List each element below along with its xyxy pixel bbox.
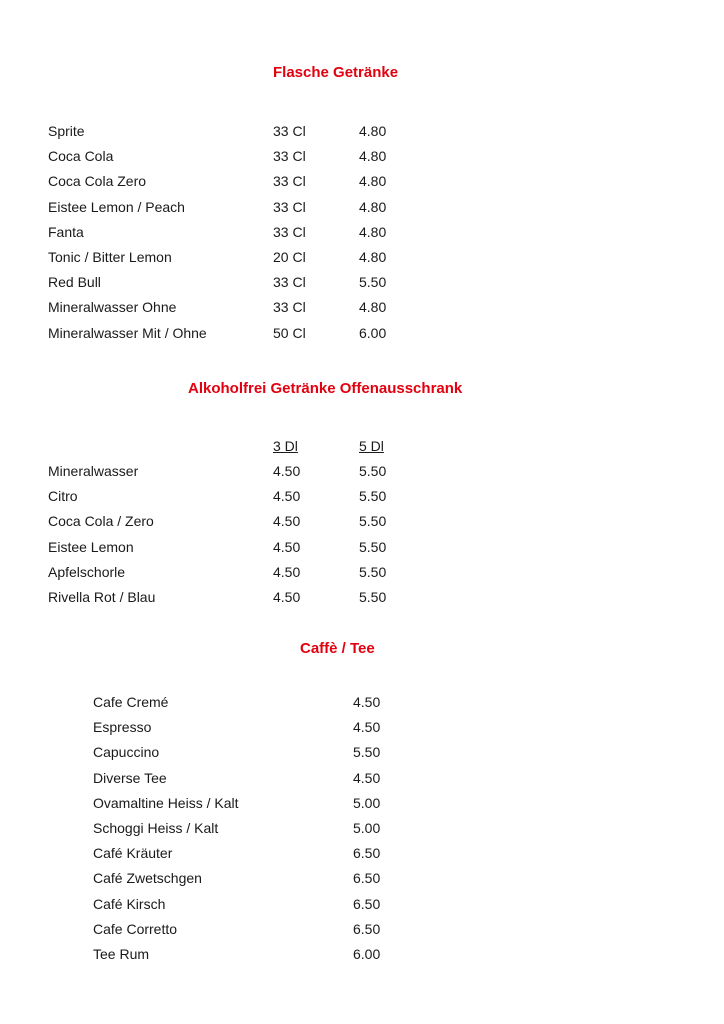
item-size: 33 Cl bbox=[273, 299, 306, 316]
item-size: 33 Cl bbox=[273, 173, 306, 190]
item-price-3dl: 4.50 bbox=[273, 589, 301, 605]
item-price: 4.80 bbox=[359, 148, 387, 165]
item-price: 4.80 bbox=[359, 123, 387, 139]
item-price-5dl: 5.50 bbox=[359, 563, 387, 580]
item-name: Mineralwasser Mit / Ohne bbox=[48, 324, 207, 341]
item-price: 5.00 bbox=[353, 820, 381, 836]
item-price-3dl: 4.50 bbox=[273, 538, 301, 555]
item-name: Tonic / Bitter Lemon bbox=[48, 249, 172, 265]
item-name: Coca Cola bbox=[48, 148, 114, 165]
item-price-5dl: 5.50 bbox=[359, 589, 387, 605]
item-name: Café Kirsch bbox=[93, 895, 166, 912]
item-size: 33 Cl bbox=[273, 198, 306, 215]
column-header-5dl: 5 Dl bbox=[359, 438, 384, 454]
item-size: 33 Cl bbox=[273, 148, 306, 165]
item-price: 6.50 bbox=[353, 920, 381, 937]
item-size: 50 Cl bbox=[273, 324, 306, 341]
item-price-3dl: 4.50 bbox=[273, 563, 301, 580]
item-size: 33 Cl bbox=[273, 274, 306, 291]
item-price-3dl: 4.50 bbox=[273, 488, 301, 505]
item-price: 6.50 bbox=[353, 845, 381, 862]
item-name: Schoggi Heiss / Kalt bbox=[93, 820, 219, 836]
item-price: 4.80 bbox=[359, 198, 387, 215]
item-name: Rivella Rot / Blau bbox=[48, 589, 156, 605]
item-price: 4.50 bbox=[353, 694, 381, 710]
item-price: 4.80 bbox=[359, 223, 387, 240]
item-name: Citro bbox=[48, 488, 78, 505]
item-name: Sprite bbox=[48, 123, 85, 139]
section-title-flasche-getraenke: Flasche Getränke bbox=[273, 64, 399, 81]
section-title-caffe-tee: Caffè / Tee bbox=[300, 640, 375, 657]
item-price: 4.80 bbox=[359, 299, 387, 316]
item-size: 33 Cl bbox=[273, 123, 306, 139]
section-title-alkoholfrei: Alkoholfrei Getränke Offenausschrank bbox=[188, 380, 463, 397]
item-price-5dl: 5.50 bbox=[359, 513, 387, 530]
item-name: Cafe Corretto bbox=[93, 920, 178, 937]
item-name: Tee Rum bbox=[93, 946, 150, 962]
item-name: Cafe Cremé bbox=[93, 694, 169, 710]
item-price-5dl: 5.50 bbox=[359, 463, 387, 479]
item-name: Capuccino bbox=[93, 744, 160, 761]
item-price: 5.50 bbox=[359, 274, 387, 291]
item-price-3dl: 4.50 bbox=[273, 513, 301, 530]
item-price: 6.50 bbox=[353, 895, 381, 912]
item-price: 6.50 bbox=[353, 870, 381, 887]
item-price: 4.80 bbox=[359, 249, 387, 265]
item-price: 6.00 bbox=[359, 324, 387, 341]
item-name: Apfelschorle bbox=[48, 563, 126, 580]
item-price: 4.50 bbox=[353, 719, 381, 736]
item-price-5dl: 5.50 bbox=[359, 488, 387, 505]
item-name: Espresso bbox=[93, 719, 152, 736]
item-name: Café Zwetschgen bbox=[93, 870, 202, 887]
item-size: 33 Cl bbox=[273, 223, 306, 240]
item-name: Mineralwasser Ohne bbox=[48, 299, 177, 316]
item-name: Coca Cola Zero bbox=[48, 173, 147, 190]
item-price: 4.80 bbox=[359, 173, 387, 190]
item-price: 4.50 bbox=[353, 769, 381, 786]
item-name: Ovamaltine Heiss / Kalt bbox=[93, 794, 239, 811]
item-name: Eistee Lemon / Peach bbox=[48, 198, 185, 215]
item-price-3dl: 4.50 bbox=[273, 463, 301, 479]
item-price: 5.50 bbox=[353, 744, 381, 761]
item-price-5dl: 5.50 bbox=[359, 538, 387, 555]
item-size: 20 Cl bbox=[273, 249, 306, 265]
item-name: Coca Cola / Zero bbox=[48, 513, 154, 530]
item-name: Diverse Tee bbox=[93, 769, 167, 786]
item-name: Red Bull bbox=[48, 274, 101, 291]
item-price: 6.00 bbox=[353, 946, 381, 962]
item-price: 5.00 bbox=[353, 794, 381, 811]
item-name: Fanta bbox=[48, 223, 84, 240]
item-name: Café Kräuter bbox=[93, 845, 173, 862]
item-name: Eistee Lemon bbox=[48, 538, 134, 555]
item-name: Mineralwasser bbox=[48, 463, 139, 479]
column-header-3dl: 3 Dl bbox=[273, 438, 298, 454]
